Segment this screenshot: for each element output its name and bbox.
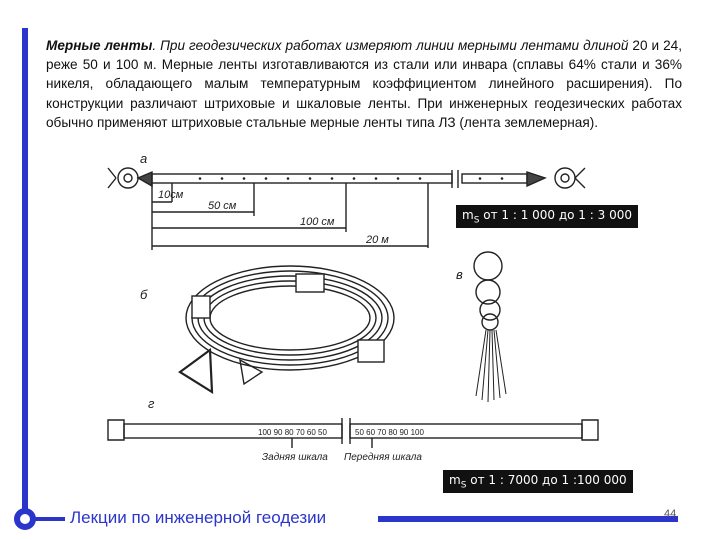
paragraph-term: Мерные ленты [46, 38, 153, 53]
precision-badge-top [456, 205, 638, 228]
badge-top-rest: от 1 : 1 000 до 1 : 3 000 [479, 208, 632, 222]
scale-front-label: Передняя шкала [344, 452, 422, 463]
label-v: в [456, 267, 463, 282]
label-a: а [140, 151, 148, 166]
label-b: б [140, 287, 148, 302]
label-g: г [148, 396, 155, 411]
dim-10cm: 10см [158, 189, 184, 201]
footer-line-right [378, 516, 678, 522]
badge-bottom-s: S [460, 480, 467, 491]
badge-bottom-rest: от 1 : 7000 до 1 :100 000 [466, 473, 627, 487]
dim-100cm: 100 см [300, 216, 335, 228]
badge-top-s: S [473, 215, 480, 226]
paragraph-rest: 20 и 24, реже 50 и 100 м. Мерные ленты изготавливаются из стали или инвара (сплавы 64% стали и 36% никеля, обладающего малым температурным коэффициентом линейного расширения). По конструкции различают штриховые и шкаловые ленты. При инженерных геодезических работах обычно применяют штриховые стальные мерные ленты типа ЛЗ (лента землемерная). [46, 38, 682, 130]
scale-back-ticks: 100 90 80 70 60 50 [258, 428, 327, 437]
dim-20m: 20 м [366, 234, 389, 246]
page-number: 44 [664, 508, 677, 520]
precision-badge-bottom [443, 470, 633, 493]
scale-front-ticks: 50 60 70 80 90 100 [355, 428, 424, 437]
badge-bottom-m: m [449, 473, 461, 487]
paragraph-intro: . При геодезических работах измеряют линии мерными лентами длиной [152, 38, 629, 53]
footer-title: Лекции по инженерной геодезии [70, 508, 327, 527]
footer-line-left [30, 517, 65, 521]
dim-50cm: 50 см [208, 200, 237, 212]
scale-back-label: Задняя шкала [262, 452, 328, 463]
badge-top-m: m [462, 208, 474, 222]
